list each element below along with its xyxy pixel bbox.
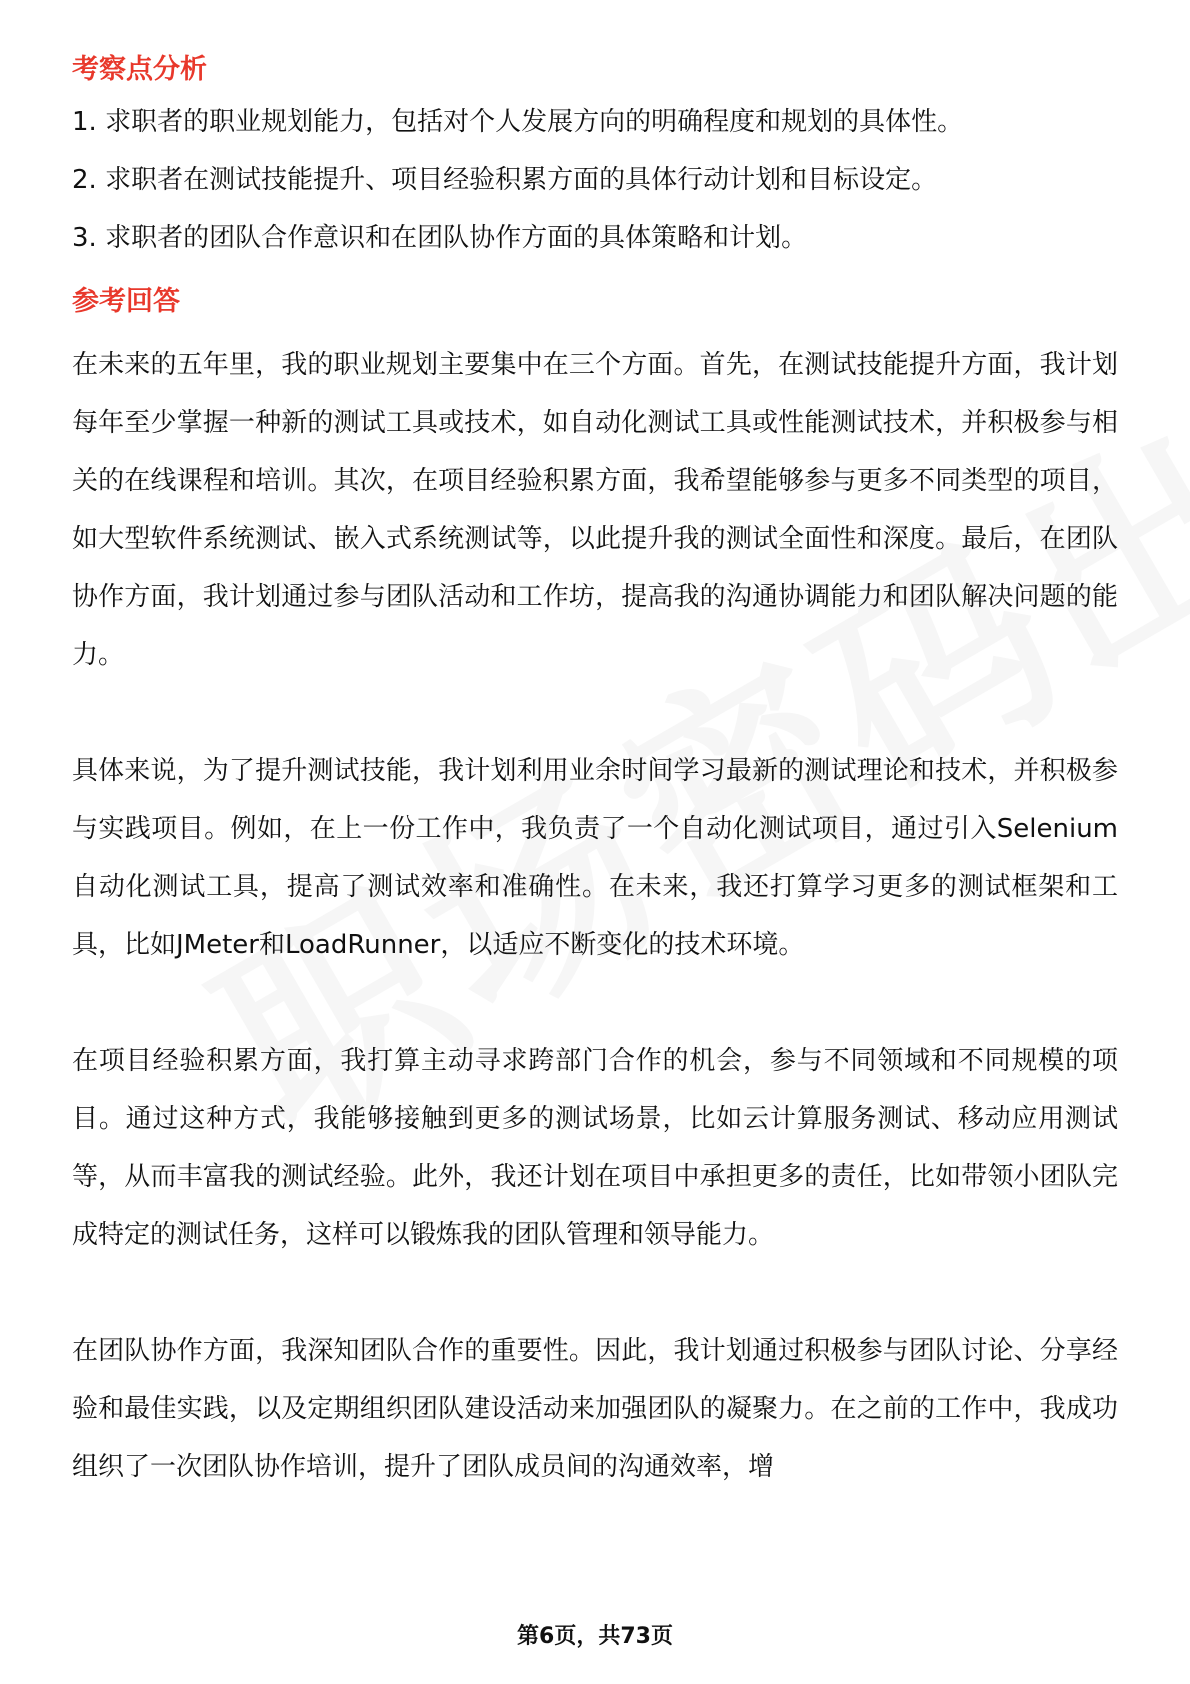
answer-paragraph-4: 在团队协作方面，我深知团队合作的重要性。因此，我计划通过积极参与团队讨论、分享经验和最佳实践，以及定期组织团队建设活动来加强团队的凝聚力。在之前的工作中，我成功组织了一次团队协作培训，提升了团队成员间的沟通效率，增 [72, 1336, 1118, 1482]
analysis-heading: 考察点分析 [72, 54, 207, 85]
answer-body [72, 336, 1118, 1496]
analysis-item-2: 2. 求职者在测试技能提升、项目经验积累方面的具体行动计划和目标设定。 [72, 165, 938, 195]
page-content [72, 50, 1118, 1496]
analysis-list [72, 102, 1118, 258]
analysis-item-1: 1. 求职者的职业规划能力，包括对个人发展方向的明确程度和规划的具体性。 [72, 107, 964, 137]
page-number: 第6页，共73页 [517, 1624, 673, 1649]
analysis-item-3: 3. 求职者的团队合作意识和在团队协作方面的具体策略和计划。 [72, 223, 808, 253]
answer-paragraph-2: 具体来说，为了提升测试技能，我计划利用业余时间学习最新的测试理论和技术，并积极参与实践项目。例如，在上一份工作中，我负责了一个自动化测试项目，通过引入Selenium自动化测试工具，提高了测试效率和准确性。在未来，我还打算学习更多的测试框架和工具，比如JMeter和LoadRunner，以适应不断变化的技术环境。 [72, 756, 1118, 960]
answer-heading: 参考回答 [72, 286, 180, 317]
answer-paragraph-3: 在项目经验积累方面，我打算主动寻求跨部门合作的机会，参与不同领域和不同规模的项目。通过这种方式，我能够接触到更多的测试场景，比如云计算服务测试、移动应用测试等，从而丰富我的测试经验。此外，我还计划在项目中承担更多的责任，比如带领小团队完成特定的测试任务，这样可以锻炼我的团队管理和领导能力。 [72, 1046, 1118, 1250]
answer-paragraph-1: 在未来的五年里，我的职业规划主要集中在三个方面。首先，在测试技能提升方面，我计划每年至少掌握一种新的测试工具或技术，如自动化测试工具或性能测试技术，并积极参与相关的在线课程和培训。其次，在项目经验积累方面，我希望能够参与更多不同类型的项目，如大型软件系统测试、嵌入式系统测试等，以此提升我的测试全面性和深度。最后，在团队协作方面，我计划通过参与团队活动和工作坊，提高我的沟通协调能力和团队解决问题的能力。 [72, 350, 1118, 670]
